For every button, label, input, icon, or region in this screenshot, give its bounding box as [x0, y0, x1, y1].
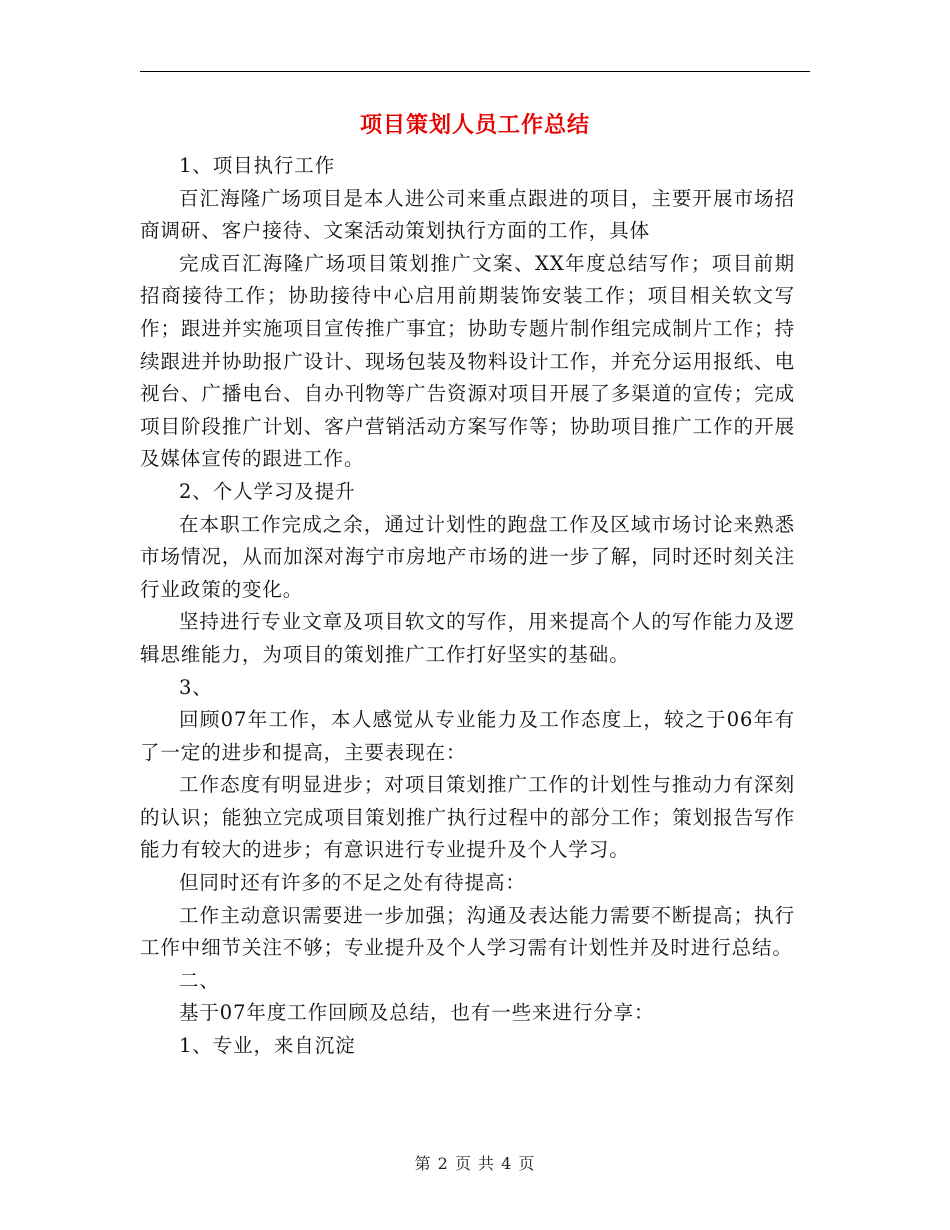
paragraph: 但同时还有许多的不足之处有待提高： [179, 871, 526, 895]
paragraph-section-1-heading: 1、项目执行工作 [179, 154, 336, 177]
paragraph-section-3-heading: 3、 [179, 675, 213, 699]
paragraph: 坚持进行专业文章及项目软文的写作，用来提高个人的写作能力及逻辑思维能力，为项目的策划推广工作打好坚实的基础。 [140, 610, 795, 666]
paragraph: 基于07年度工作回顾及总结，也有一些来进行分享： [179, 1001, 655, 1025]
paragraph: 工作主动意识需要进一步加强；沟通及表达能力需要不断提高；执行工作中细节关注不够；专业提升及个人学习需有计划性并及时进行总结。 [140, 903, 795, 960]
paragraph-part-2-heading: 二、 [179, 968, 220, 992]
document-body [140, 150, 795, 1063]
paragraph-section-2-heading: 2、个人学习及提升 [179, 479, 356, 503]
paragraph: 百汇海隆广场项目是本人进公司来重点跟进的项目，主要开展市场招商调研、客户接待、文案活动策划执行方面的工作，具体 [140, 186, 795, 243]
paragraph: 在本职工作完成之余，通过计划性的跑盘工作及区域市场讨论来熟悉市场情况，从而加深对海宁市房地产市场的进一步了解，同时还时刻关注行业政策的变化。 [140, 512, 795, 601]
paragraph: 完成百汇海隆广场项目策划推广文案、XX年度总结写作；项目前期招商接待工作；协助接待中心启用前期装饰安装工作；项目相关软文写作；跟进并实施项目宣传推广事宜；协助专题片制作组完成制片工作；持续跟进并协助报广设计、现场包装及物料设计工作，并充分运用报纸、电视台、广播电台、自办刊物等广告资源对项目开展了多渠道的宣传；完成项目阶段推广计划、客户营销活动方案写作等；协助项目推广工作的开展及媒体宣传的跟进工作。 [140, 251, 795, 471]
paragraph-subheading: 1、专业，来自沉淀 [179, 1034, 356, 1058]
document-title: 项目策划人员工作总结 [359, 112, 590, 138]
paragraph: 回顾07年工作，本人感觉从专业能力及工作态度上，较之于06年有了一定的进步和提高，主要表现在： [140, 708, 795, 764]
header-rule [140, 71, 810, 72]
paragraph: 工作态度有明显进步；对项目策划推广工作的计划性与推动力有深刻的认识；能独立完成项目策划推广执行过程中的部分工作；策划报告写作能力有较大的进步；有意识进行专业提升及个人学习。 [140, 773, 795, 862]
page-number-footer: 第 2 页 共 4 页 [414, 1154, 536, 1173]
